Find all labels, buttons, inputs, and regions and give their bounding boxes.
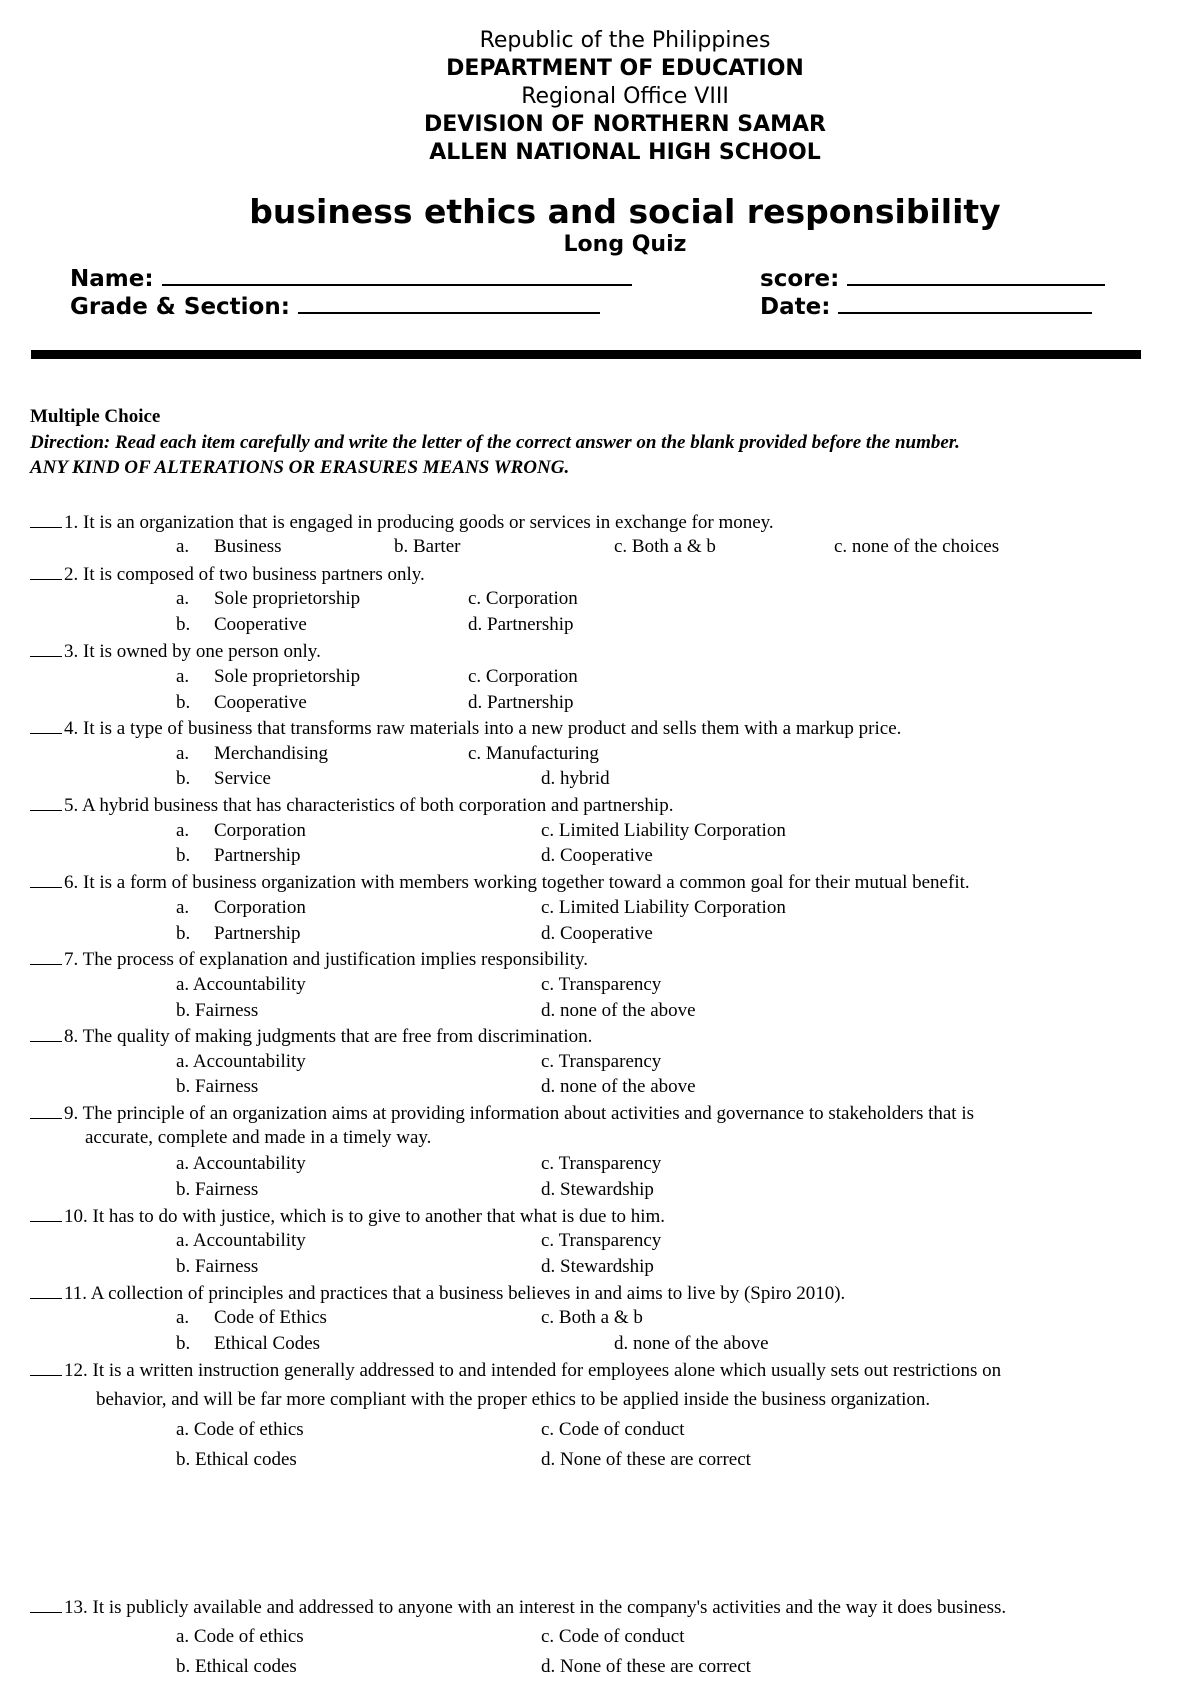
- header-school: ALLEN NATIONAL HIGH SCHOOL: [429, 140, 821, 165]
- option-a: a. Accountability: [176, 1153, 306, 1174]
- question-number: 6.: [64, 872, 79, 893]
- question-text: It is a form of business organization with members working together toward a common goal for their mutual benefit.: [83, 872, 970, 893]
- question-text: It has to do with justice, which is to give to another that what is due to him.: [87, 1206, 666, 1227]
- question-number: 12.: [64, 1360, 88, 1381]
- question-11: [30, 1282, 845, 1305]
- option-b: b. Fairness: [176, 1000, 259, 1021]
- option-d: d. none of the above: [614, 1333, 769, 1354]
- option-c: c. Transparency: [541, 974, 662, 995]
- option-a: a. Code of ethics: [176, 1419, 304, 1440]
- option-a: a. Accountability: [176, 974, 306, 995]
- option-c: c. Corporation: [468, 588, 578, 609]
- option-a: a. Code of Ethics: [176, 1307, 327, 1328]
- option-b: b. Partnership: [176, 923, 301, 944]
- question-12-continuation: behavior, and will be far more compliant with the proper ethics to be applied inside the business organization.: [96, 1389, 931, 1410]
- question-number: 10.: [64, 1206, 88, 1227]
- header-division: DEVISION OF NORTHERN SAMAR: [424, 112, 826, 137]
- question-text: A hybrid business that has characteristics of both corporation and partnership.: [81, 795, 674, 816]
- option-b: b. Cooperative: [176, 692, 307, 713]
- option-a: a. Accountability: [176, 1051, 306, 1072]
- question-number: 9.: [64, 1103, 79, 1124]
- question-2: [30, 563, 425, 586]
- option-c-alt: c. none of the choices: [834, 536, 1000, 557]
- option-d: d. none of the above: [541, 1000, 696, 1021]
- answer-blank[interactable]: [30, 1596, 62, 1613]
- option-c: c. Manufacturing: [468, 743, 599, 764]
- option-c: c. Both a & b: [541, 1307, 643, 1328]
- date-blank[interactable]: [838, 290, 1092, 314]
- question-text: The quality of making judgments that are free from discrimination.: [82, 1026, 593, 1047]
- answer-blank[interactable]: [30, 511, 62, 528]
- option-a: a. Corporation: [176, 897, 306, 918]
- question-number: 4.: [64, 718, 79, 739]
- question-text: It is publicly available and addressed to anyone with an interest in the company's activities and the way it does business.: [87, 1597, 1007, 1618]
- option-d: d. Stewardship: [541, 1256, 654, 1277]
- score-label: score:: [760, 266, 840, 292]
- question-10: [30, 1205, 665, 1228]
- question-number: 1.: [64, 512, 79, 533]
- question-5: [30, 794, 673, 817]
- question-3: [30, 640, 321, 663]
- grade-section-blank[interactable]: [298, 290, 600, 314]
- header-divider: [31, 350, 1141, 359]
- answer-blank[interactable]: [30, 1205, 62, 1222]
- name-field[interactable]: [70, 262, 632, 292]
- question-4: [30, 717, 901, 740]
- question-number: 5.: [64, 795, 79, 816]
- answer-blank[interactable]: [30, 1282, 62, 1299]
- grade-section-label: Grade & Section:: [70, 294, 290, 320]
- question-8: [30, 1025, 592, 1048]
- question-text: The principle of an organization aims at providing information about activities and governance to stakeholders that is: [82, 1103, 975, 1124]
- question-text: A collection of principles and practices that a business believes in and aims to live by (Spiro 2010).: [87, 1283, 846, 1304]
- score-blank[interactable]: [847, 262, 1105, 286]
- option-b: b. Ethical Codes: [176, 1333, 321, 1354]
- question-12: [30, 1359, 1001, 1382]
- answer-blank[interactable]: [30, 640, 62, 657]
- option-b: b. Ethical codes: [176, 1449, 297, 1470]
- option-a: a. Accountability: [176, 1230, 306, 1251]
- option-c: c. Limited Liability Corporation: [541, 897, 786, 918]
- option-c: c. Transparency: [541, 1230, 662, 1251]
- option-c: c. Limited Liability Corporation: [541, 820, 786, 841]
- direction-line-2: ANY KIND OF ALTERATIONS OR ERASURES MEANS WRONG.: [30, 457, 570, 478]
- question-7: [30, 948, 588, 971]
- question-text: It is a type of business that transforms raw materials into a new product and sells them with a markup price.: [83, 718, 902, 739]
- option-a: a. Merchandising: [176, 743, 328, 764]
- question-1: [30, 511, 774, 534]
- answer-blank[interactable]: [30, 717, 62, 734]
- answer-blank[interactable]: [30, 1359, 62, 1376]
- question-9-continuation: accurate, complete and made in a timely way.: [85, 1127, 432, 1148]
- option-b: b. Cooperative: [176, 614, 307, 635]
- section-title: Multiple Choice: [30, 406, 161, 427]
- question-text: The process of explanation and justification implies responsibility.: [82, 949, 588, 970]
- option-a: a. Code of ethics: [176, 1626, 304, 1647]
- question-text: It is an organization that is engaged in producing goods or services in exchange for money.: [83, 512, 774, 533]
- question-text: It is composed of two business partners only.: [83, 564, 425, 585]
- option-c: c. Code of conduct: [541, 1626, 685, 1647]
- option-b: b. Fairness: [176, 1076, 259, 1097]
- option-d: d. Stewardship: [541, 1179, 654, 1200]
- option-b: b. Partnership: [176, 845, 301, 866]
- option-a: a. Sole proprietorship: [176, 588, 361, 609]
- option-c: c. Both a & b: [614, 536, 716, 557]
- option-d: d. Partnership: [468, 614, 574, 635]
- option-a: a. Corporation: [176, 820, 306, 841]
- answer-blank[interactable]: [30, 1102, 62, 1119]
- option-b: b. Service: [176, 768, 271, 789]
- name-blank[interactable]: [162, 262, 632, 286]
- answer-blank[interactable]: [30, 563, 62, 580]
- header-department: DEPARTMENT OF EDUCATION: [446, 56, 804, 81]
- question-number: 3.: [64, 641, 79, 662]
- option-c: c. Code of conduct: [541, 1419, 685, 1440]
- option-d: d. None of these are correct: [541, 1449, 751, 1470]
- option-b: b. Fairness: [176, 1179, 259, 1200]
- option-d: d. Cooperative: [541, 845, 653, 866]
- option-b: b. Barter: [394, 536, 461, 557]
- option-c: c. Transparency: [541, 1153, 662, 1174]
- page-subtitle: Long Quiz: [563, 232, 687, 257]
- name-label: Name:: [70, 266, 154, 292]
- date-label: Date:: [760, 294, 831, 320]
- option-c: c. Transparency: [541, 1051, 662, 1072]
- option-c: c. Corporation: [468, 666, 578, 687]
- date-field[interactable]: [760, 290, 1092, 320]
- header-regional-office: Regional Office VIII: [521, 84, 729, 109]
- option-d: d. None of these are correct: [541, 1656, 751, 1677]
- option-d: d. none of the above: [541, 1076, 696, 1097]
- question-number: 7.: [64, 949, 79, 970]
- option-d: d. Cooperative: [541, 923, 653, 944]
- header-republic: Republic of the Philippines: [479, 28, 771, 53]
- question-9: [30, 1102, 974, 1125]
- question-number: 8.: [64, 1026, 79, 1047]
- question-13: [30, 1596, 1006, 1619]
- question-text: It is a written instruction generally addressed to and intended for employees alone which usually sets out restrictions on: [87, 1360, 1002, 1381]
- answer-blank[interactable]: [30, 871, 62, 888]
- option-a: a. Business: [176, 536, 282, 557]
- page-title: business ethics and social responsibility: [249, 192, 1001, 231]
- question-6: [30, 871, 970, 894]
- direction-line-1: Direction: Read each item carefully and write the letter of the correct answer on the blank provided before the number.: [30, 432, 960, 453]
- answer-blank[interactable]: [30, 1025, 62, 1042]
- question-text: It is owned by one person only.: [83, 641, 321, 662]
- answer-blank[interactable]: [30, 794, 62, 811]
- answer-blank[interactable]: [30, 948, 62, 965]
- option-b: b. Ethical codes: [176, 1656, 297, 1677]
- option-d: d. hybrid: [541, 768, 610, 789]
- option-a: a. Sole proprietorship: [176, 666, 361, 687]
- question-number: 11.: [64, 1283, 88, 1304]
- option-d: d. Partnership: [468, 692, 574, 713]
- option-b: b. Fairness: [176, 1256, 259, 1277]
- grade-section-field[interactable]: [70, 290, 600, 320]
- question-number: 2.: [64, 564, 79, 585]
- score-field[interactable]: [760, 262, 1105, 292]
- question-number: 13.: [64, 1597, 88, 1618]
